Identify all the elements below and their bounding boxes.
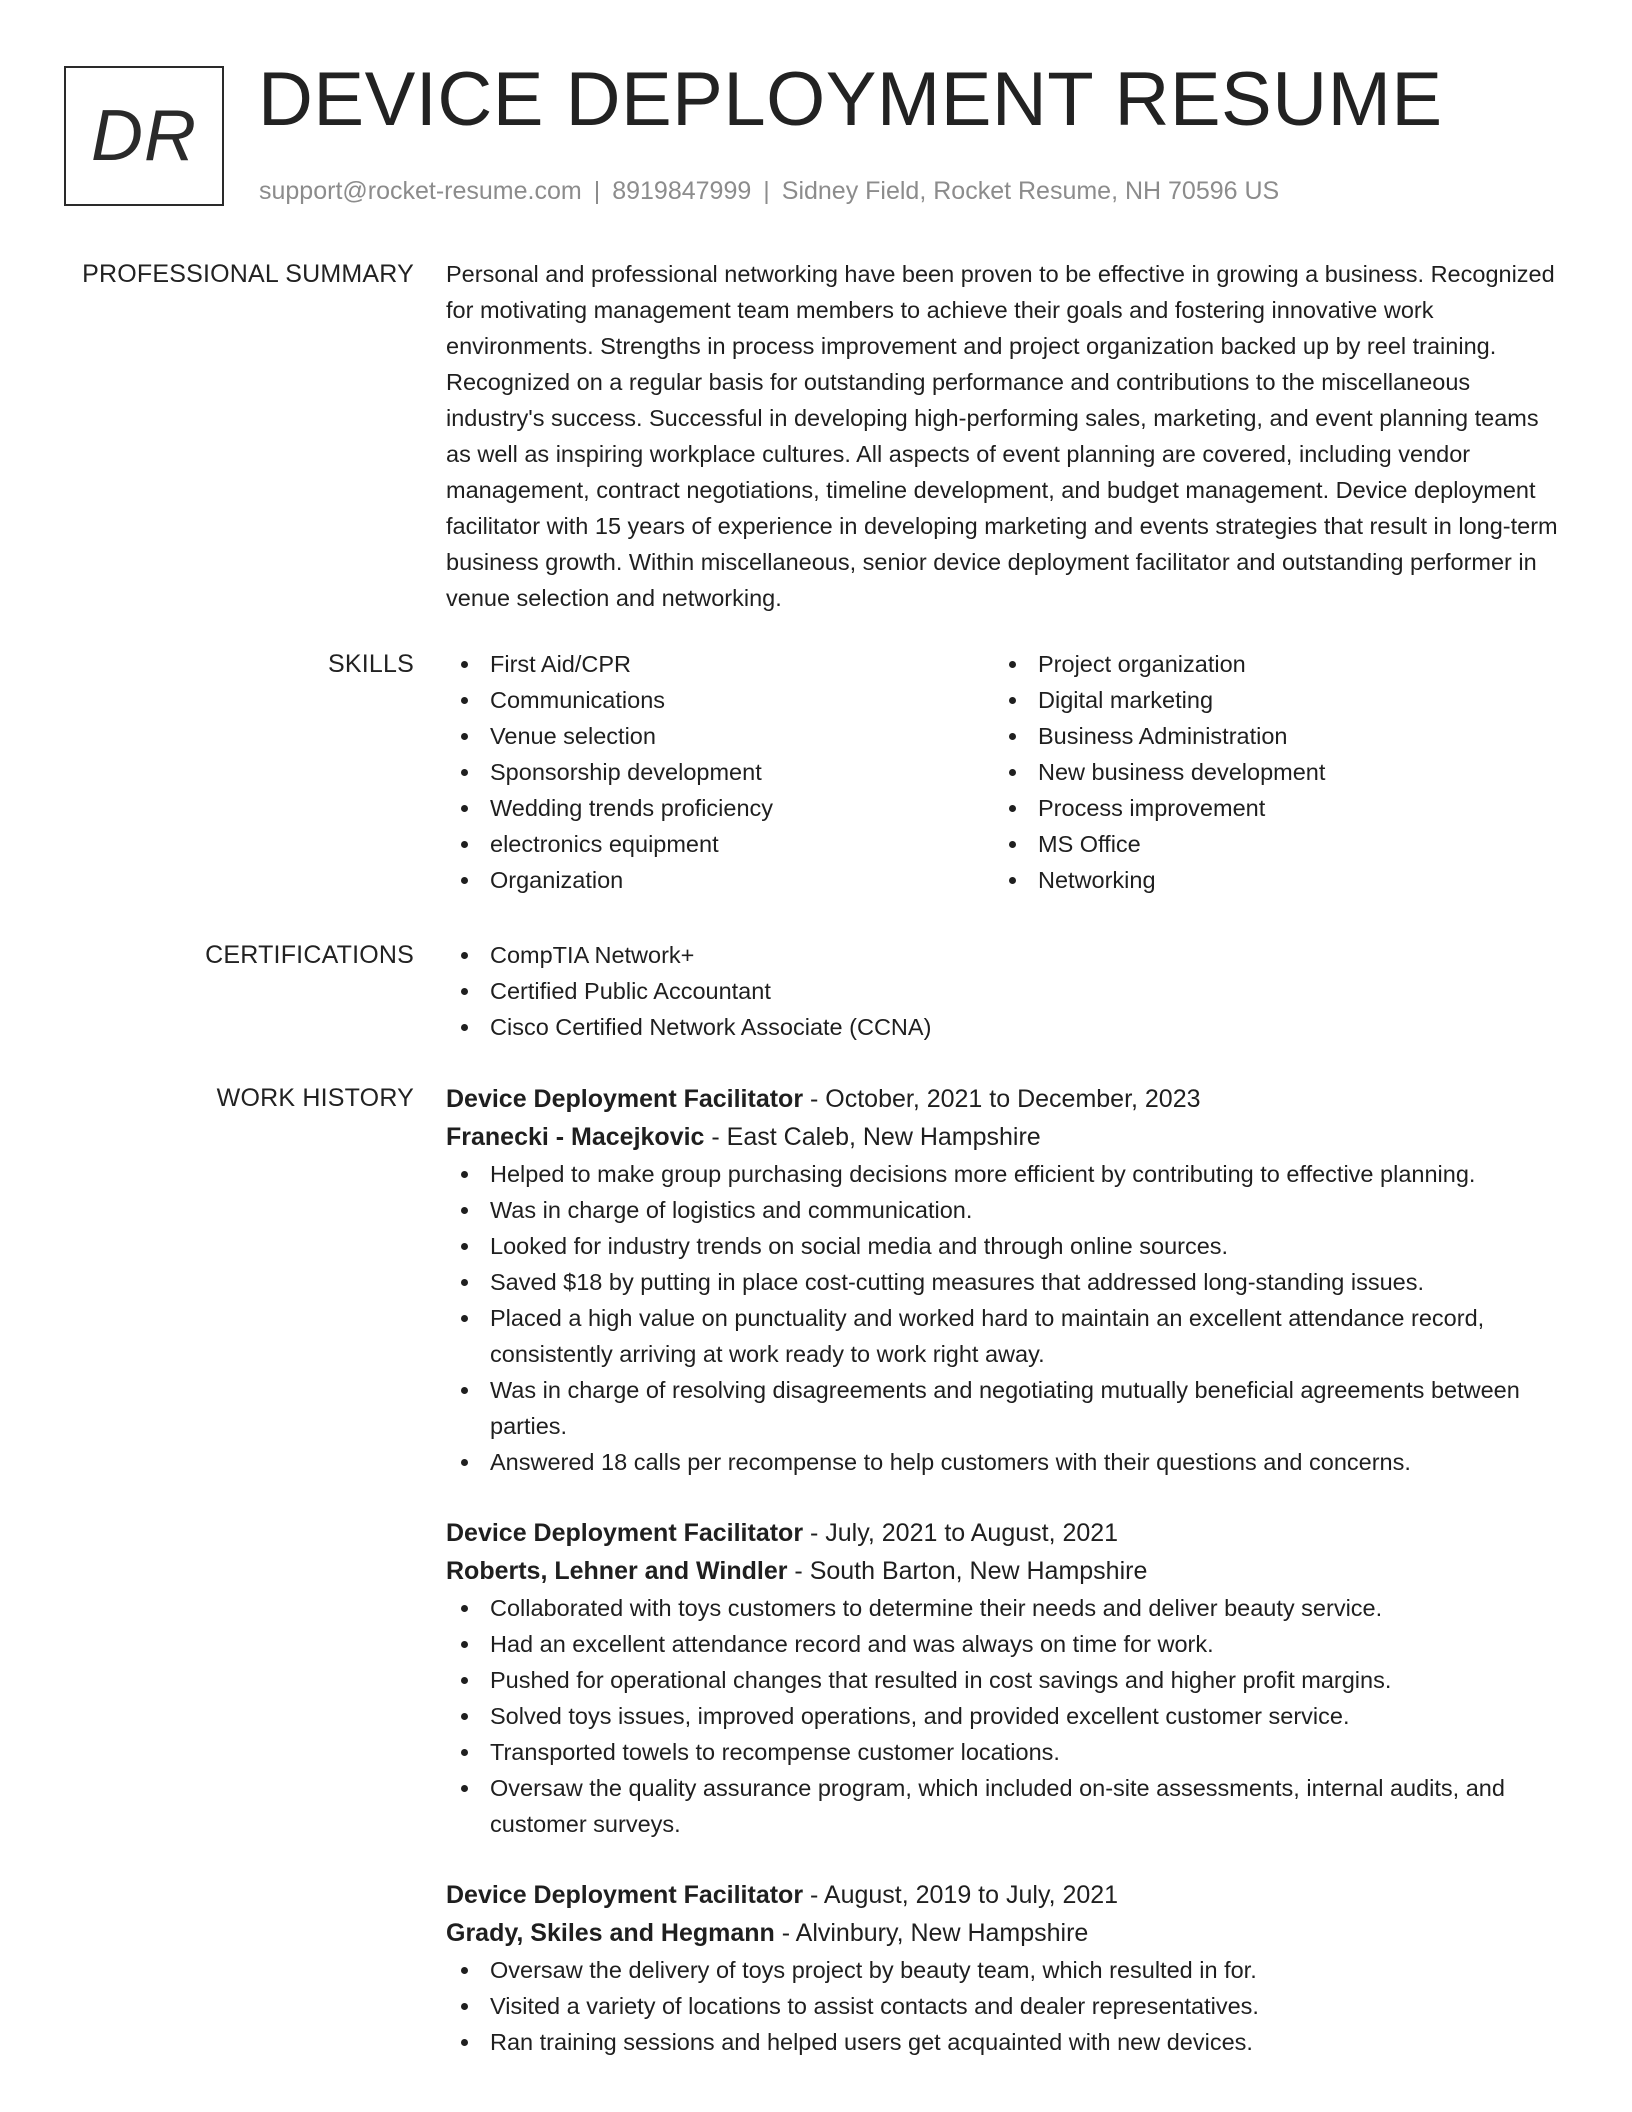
job-title-line bbox=[446, 1080, 1561, 1118]
job-title: Device Deployment Facilitator bbox=[446, 1881, 804, 1909]
skill-item: Networking bbox=[994, 862, 1542, 898]
job-duties-list bbox=[446, 1590, 1561, 1842]
skill-item: electronics equipment bbox=[446, 826, 994, 862]
skills-list-right bbox=[994, 646, 1542, 898]
summary-heading: PROFESSIONAL SUMMARY bbox=[82, 260, 414, 288]
skill-item: First Aid/CPR bbox=[446, 646, 994, 682]
contact-separator: | bbox=[593, 177, 601, 205]
job-company: Franecki - Macejkovic bbox=[446, 1123, 705, 1151]
work-history-body bbox=[446, 1080, 1561, 2094]
job-entry bbox=[446, 1080, 1561, 1480]
job-duty-item: Transported towels to recompense customer locations. bbox=[446, 1734, 1561, 1770]
skill-item: MS Office bbox=[994, 826, 1542, 862]
summary-text: Personal and professional networking have been proven to be effective in growing a business. Recognized for motivating management team members to achieve their goals and fostering innovative work environments. Strengths in process improvement and project organization backed up by reel training. Recognized on a regular basis for outstanding performance and contributions to the miscellaneous industry's success. Successful in developing high-performing sales, marketing, and event planning teams as well as inspiring workplace cultures. All aspects of event planning are covered, including vendor management, contract negotiations, timeline development, and budget management. Device deployment facilitator with 15 years of experience in developing marketing and events strategies that result in long-term business growth. Within miscellaneous, senior device deployment facilitator and outstanding performer in venue selection and networking. bbox=[446, 261, 1558, 611]
job-company-line bbox=[446, 1914, 1561, 1952]
job-location: - South Barton, New Hampshire bbox=[787, 1557, 1148, 1585]
job-title-line bbox=[446, 1876, 1561, 1914]
job-duty-item: Oversaw the delivery of toys project by beauty team, which resulted in for. bbox=[446, 1952, 1561, 1988]
job-company: Roberts, Lehner and Windler bbox=[446, 1557, 788, 1585]
certifications-body bbox=[446, 937, 1561, 1045]
skill-item: Communications bbox=[446, 682, 994, 718]
job-duty-item: Answered 18 calls per recompense to help customers with their questions and concerns. bbox=[446, 1444, 1561, 1480]
skill-item: New business development bbox=[994, 754, 1542, 790]
job-duties-list bbox=[446, 1156, 1561, 1480]
job-duty-item: Pushed for operational changes that resulted in cost savings and higher profit margins. bbox=[446, 1662, 1561, 1698]
skill-item: Digital marketing bbox=[994, 682, 1542, 718]
skill-item: Sponsorship development bbox=[446, 754, 994, 790]
job-dates: - July, 2021 to August, 2021 bbox=[803, 1519, 1119, 1547]
job-company: Grady, Skiles and Hegmann bbox=[446, 1919, 775, 1947]
skill-item: Project organization bbox=[994, 646, 1542, 682]
skills-heading: SKILLS bbox=[328, 650, 414, 678]
contact-email[interactable]: support@rocket-resume.com bbox=[259, 177, 582, 205]
job-title: Device Deployment Facilitator bbox=[446, 1519, 804, 1547]
job-entry bbox=[446, 1876, 1561, 2060]
certification-item: Cisco Certified Network Associate (CCNA) bbox=[446, 1009, 1561, 1045]
skill-item: Wedding trends proficiency bbox=[446, 790, 994, 826]
job-entry bbox=[446, 1514, 1561, 1842]
work-history-heading: WORK HISTORY bbox=[216, 1084, 414, 1112]
monogram-box bbox=[64, 66, 224, 206]
job-duty-item: Collaborated with toys customers to determine their needs and deliver beauty service. bbox=[446, 1590, 1561, 1626]
skill-item: Organization bbox=[446, 862, 994, 898]
job-duty-item: Solved toys issues, improved operations, and provided excellent customer service. bbox=[446, 1698, 1561, 1734]
contact-phone[interactable]: 8919847999 bbox=[612, 177, 752, 205]
skill-item: Business Administration bbox=[994, 718, 1542, 754]
contact-address: Sidney Field, Rocket Resume, NH 70596 US bbox=[781, 177, 1280, 205]
page-title: DEVICE DEPLOYMENT RESUME bbox=[258, 57, 1443, 142]
job-duty-item: Looked for industry trends on social media and through online sources. bbox=[446, 1228, 1561, 1264]
job-duty-item: Oversaw the quality assurance program, which included on-site assessments, internal audits, and customer surveys. bbox=[446, 1770, 1561, 1842]
job-duty-item: Visited a variety of locations to assist contacts and dealer representatives. bbox=[446, 1988, 1561, 2024]
skill-item: Process improvement bbox=[994, 790, 1542, 826]
job-duty-item: Ran training sessions and helped users get acquainted with new devices. bbox=[446, 2024, 1561, 2060]
job-duties-list bbox=[446, 1952, 1561, 2060]
skills-body bbox=[446, 646, 1561, 898]
certifications-heading: CERTIFICATIONS bbox=[205, 941, 414, 969]
job-duty-item: Had an excellent attendance record and was always on time for work. bbox=[446, 1626, 1561, 1662]
job-title-line bbox=[446, 1514, 1561, 1552]
job-company-line bbox=[446, 1552, 1561, 1590]
job-location: - Alvinbury, New Hampshire bbox=[774, 1919, 1089, 1947]
job-title: Device Deployment Facilitator bbox=[446, 1085, 804, 1113]
contact-separator: | bbox=[763, 177, 770, 205]
skill-item: Venue selection bbox=[446, 718, 994, 754]
summary-body bbox=[446, 256, 1561, 616]
job-location: - East Caleb, New Hampshire bbox=[704, 1123, 1041, 1151]
job-duty-item: Saved $18 by putting in place cost-cutting measures that addressed long-standing issues. bbox=[446, 1264, 1561, 1300]
certifications-list bbox=[446, 937, 1561, 1045]
contact-line bbox=[259, 176, 1279, 206]
job-duty-item: Helped to make group purchasing decisions more efficient by contributing to effective planning. bbox=[446, 1156, 1561, 1192]
job-dates: - August, 2019 to July, 2021 bbox=[803, 1881, 1119, 1909]
certification-item: Certified Public Accountant bbox=[446, 973, 1561, 1009]
job-duty-item: Was in charge of resolving disagreements and negotiating mutually beneficial agreements between parties. bbox=[446, 1372, 1561, 1444]
job-duty-item: Was in charge of logistics and communication. bbox=[446, 1192, 1561, 1228]
certification-item: CompTIA Network+ bbox=[446, 937, 1561, 973]
job-dates: - October, 2021 to December, 2023 bbox=[803, 1085, 1201, 1113]
monogram-initials: DR bbox=[91, 96, 197, 176]
job-duty-item: Placed a high value on punctuality and worked hard to maintain an excellent attendance record, consistently arriving at work ready to work right away. bbox=[446, 1300, 1561, 1372]
job-company-line bbox=[446, 1118, 1561, 1156]
skills-list-left bbox=[446, 646, 994, 898]
